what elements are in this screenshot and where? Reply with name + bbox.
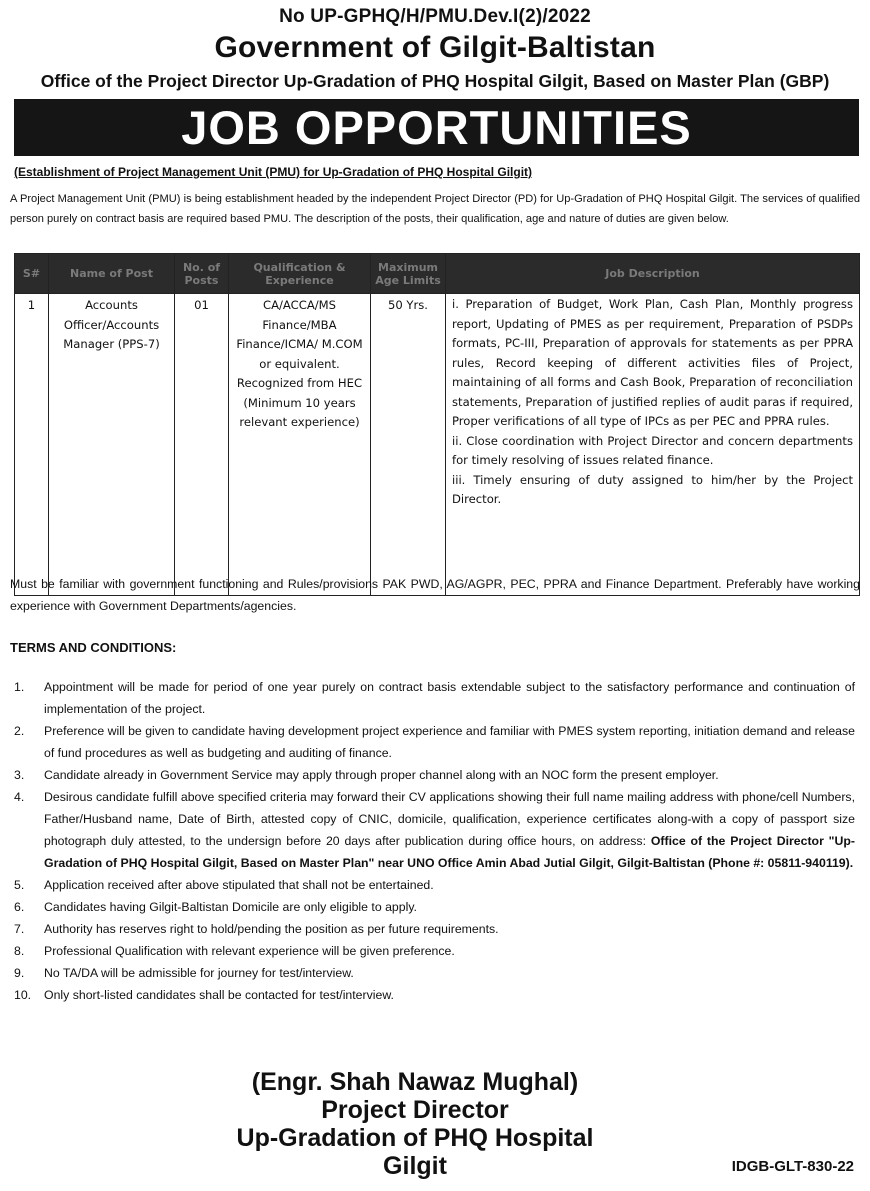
- application-address: Office of the Project Director "Up-Gradation of PHQ Hospital Gilgit, Based on Master Plan" near UNO Office Amin Abad Jutial Gilgit, Gilgit-Baltistan (Phone #: 05811-940119).: [44, 834, 855, 870]
- office-subtitle: Office of the Project Director Up-Gradation of PHQ Hospital Gilgit, Based on Master Plan (GBP): [40, 71, 830, 91]
- terms-list: [10, 676, 855, 1006]
- list-item: 2. Preference will be given to candidate having development project experience and familiar with PMES system reporting, initiation demand and release of fund procedures as well as budgeting and auditing of finance.: [14, 724, 855, 760]
- list-item: 1. Appointment will be made for period of one year purely on contract basis extendable subject to the satisfactory performance and continuation of implementation of the project.: [14, 680, 855, 716]
- duty-item: iii. Timely ensuring of duty assigned to him/her by the Project Director.: [452, 472, 853, 506]
- cell-age: 50 Yrs.: [371, 294, 446, 596]
- cell-sno: 1: [15, 294, 49, 596]
- duty-item: i. Preparation of Budget, Work Plan, Cash Plan, Monthly progress report, Updating of PMES as per requirement, Preparation of PSDPs formats, PC-III, Preparation of approvals for statements as per PPRA rules, Record keeping of different activities files of Project, maintaining of all forms and Cash Book, Preparation of reconciliation statements, Preparation of justified replies of audit paras if required, Proper verifications of all type of IPCs as per PEC and PPRA rules.: [452, 297, 853, 428]
- requirements-paragraph: Must be familiar with government functioning and Rules/provisions PAK PWD, AG/AGPR, PEC, PPRA and Finance Department. Preferably have working experience with Government Departments/agencies.: [10, 577, 860, 613]
- pmu-title: (Establishment of Project Management Unit (PMU) for Up-Gradation of PHQ Hospital Gilgit): [14, 165, 533, 179]
- signatory-designation: Project Director: [321, 1096, 509, 1124]
- table-row: [15, 294, 860, 596]
- cell-count: 01: [175, 294, 229, 596]
- posts-table: [14, 253, 860, 596]
- signatory-name: (Engr. Shah Nawaz Mughal): [251, 1068, 579, 1096]
- duty-item: ii. Close coordination with Project Director and concern departments for timely resolving of issues related finance.: [452, 433, 853, 467]
- reference-number: No UP-GPHQ/H/PMU.Dev.I(2)/2022: [279, 6, 591, 27]
- terms-heading: TERMS AND CONDITIONS:: [10, 640, 177, 655]
- list-item: 6. Candidates having Gilgit-Baltistan Domicile are only eligible to apply.: [14, 900, 417, 914]
- header-age: Maximum Age Limits: [371, 254, 446, 294]
- cell-description: [446, 294, 860, 596]
- list-item: 5. Application received after above stipulated that shall not be entertained.: [14, 878, 434, 892]
- header-description: Job Description: [446, 254, 860, 294]
- cell-post: Accounts Officer/Accounts Manager (PPS-7): [49, 294, 175, 596]
- list-item: 10. Only short-listed candidates shall be contacted for test/interview.: [14, 988, 394, 1002]
- government-title: Government of Gilgit-Baltistan: [214, 31, 656, 64]
- signatory-project: Up-Gradation of PHQ Hospital: [236, 1124, 594, 1152]
- signatory-city: Gilgit: [383, 1152, 447, 1180]
- list-item: 7. Authority has reserves right to hold/pending the position as per future requirements.: [14, 922, 499, 936]
- list-item: 8. Professional Qualification with relevant experience will be given preference.: [14, 944, 455, 958]
- list-item: 9. No TA/DA will be admissible for journey for test/interview.: [14, 966, 354, 980]
- header-qualification: Qualification & Experience: [229, 254, 371, 294]
- intro-paragraph: A Project Management Unit (PMU) is being establishment headed by the independent Project Director (PD) for Up-Gradation of PHQ Hospital Gilgit. The services of qualified person purely on contract basis are required based PMU. The description of the posts, their qualification, age and nature of duties are given below.: [10, 193, 860, 225]
- header-count: No. of Posts: [175, 254, 229, 294]
- header-sno: S#: [15, 254, 49, 294]
- list-item: 4. Desirous candidate fulfill above specified criteria may forward their CV applications showing their full name mailing address with phone/cell Numbers, Father/Husband name, Date of Birth, attested copy of CNIC, domicile, qualification, experience certificates along-with a copy of passport size photograph duly attested, to the undersign before 20 days after publication during office hours, on address: Office of the Project Director "Up-Gradation of PHQ Hospital Gilgit, Based on Master Plan" near UNO Office Amin Abad Jutial Gilgit, Gilgit-Baltistan (Phone #: 05811-940119).: [14, 790, 855, 870]
- header-post: Name of Post: [49, 254, 175, 294]
- cell-qualification: CA/ACCA/MS Finance/MBA Finance/ICMA/ M.COM or equivalent. Recognized from HEC (Minimum 10 years relevant experience): [229, 294, 371, 596]
- list-item: 3. Candidate already in Government Service may apply through proper channel along with an NOC form the present employer.: [14, 768, 719, 782]
- job-opportunities-banner: JOB OPPORTUNITIES: [14, 99, 859, 156]
- publication-code: IDGB-GLT-830-22: [731, 1158, 854, 1175]
- table-header-row: [15, 254, 860, 294]
